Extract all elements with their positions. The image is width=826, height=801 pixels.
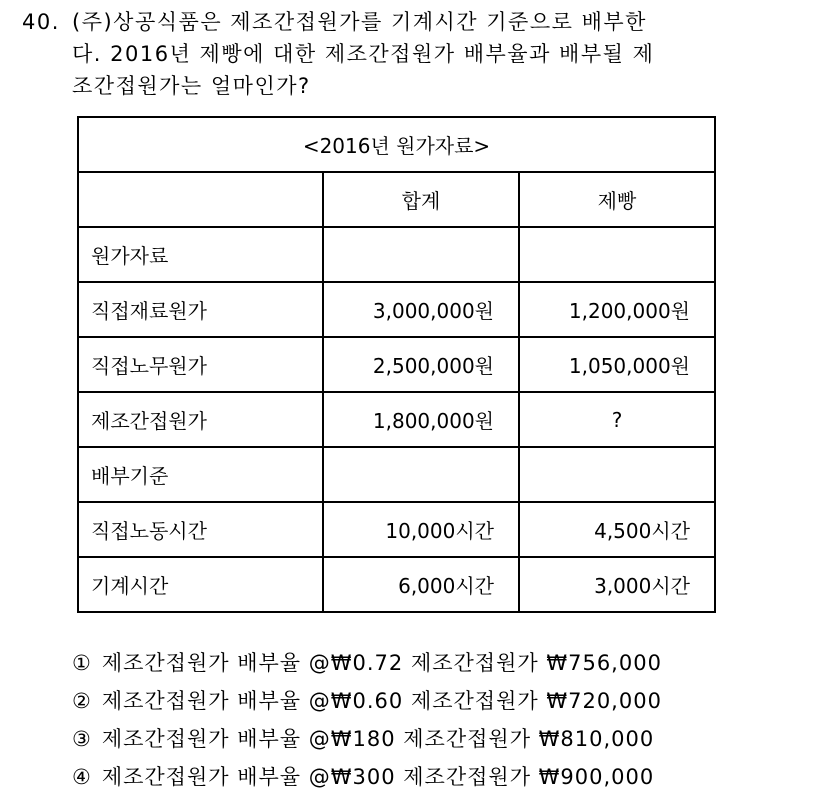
table-row: [78, 447, 715, 502]
cost-data-table: [77, 116, 716, 613]
row-label: 배부기준: [78, 447, 323, 502]
answer-choices: [72, 644, 672, 796]
choice-2[interactable]: [72, 682, 672, 720]
question-text: [22, 6, 822, 102]
table-header-row: [78, 172, 715, 227]
choice-text: 제조간접원가 배부율 @₩180 제조간접원가 ₩810,000: [101, 727, 655, 751]
row-total: 3,000,000원: [323, 282, 519, 337]
choice-marker: ④: [72, 765, 92, 789]
row-label: 직접노무원가: [78, 337, 323, 392]
row-total: 2,500,000원: [323, 337, 519, 392]
row-bread-unknown: ?: [519, 392, 715, 447]
choice-text: 제조간접원가 배부율 @₩0.72 제조간접원가 ₩756,000: [101, 651, 662, 675]
choice-text: 제조간접원가 배부율 @₩0.60 제조간접원가 ₩720,000: [101, 689, 662, 713]
choice-text: 제조간접원가 배부율 @₩300 제조간접원가 ₩900,000: [101, 765, 655, 789]
choice-4[interactable]: [72, 758, 672, 796]
header-total: 합계: [323, 172, 519, 227]
row-bread: 4,500시간: [519, 502, 715, 557]
choice-marker: ③: [72, 727, 92, 751]
choice-3[interactable]: [72, 720, 672, 758]
table-row: [78, 227, 715, 282]
row-total: [323, 227, 519, 282]
table-row: [78, 337, 715, 392]
row-total: 1,800,000원: [323, 392, 519, 447]
table-row: [78, 557, 715, 612]
header-empty: [78, 172, 323, 227]
row-label: 제조간접원가: [78, 392, 323, 447]
choice-marker: ②: [72, 689, 92, 713]
question-number: 40.: [22, 10, 60, 34]
row-label: 직접재료원가: [78, 282, 323, 337]
row-total: 10,000시간: [323, 502, 519, 557]
table-title-row: [78, 117, 715, 172]
row-bread: [519, 227, 715, 282]
row-bread: [519, 447, 715, 502]
table-row: [78, 392, 715, 447]
table-title: <2016년 원가자료>: [78, 117, 715, 172]
choice-marker: ①: [72, 651, 92, 675]
row-label: 원가자료: [78, 227, 323, 282]
row-total: [323, 447, 519, 502]
table-row: [78, 282, 715, 337]
question-line-1: 40. (주)상공식품은 제조간접원가를 기계시간 기준으로 배부한: [22, 6, 822, 38]
row-total: 6,000시간: [323, 557, 519, 612]
row-label: 직접노동시간: [78, 502, 323, 557]
question-line-3: 조간접원가는 얼마인가?: [72, 74, 311, 98]
table-row: [78, 502, 715, 557]
row-bread: 1,200,000원: [519, 282, 715, 337]
row-bread: 3,000시간: [519, 557, 715, 612]
choice-1[interactable]: [72, 644, 672, 682]
row-bread: 1,050,000원: [519, 337, 715, 392]
row-label: 기계시간: [78, 557, 323, 612]
question-line-2: 다. 2016년 제빵에 대한 제조간접원가 배부율과 배부될 제: [72, 42, 655, 66]
header-bread: 제빵: [519, 172, 715, 227]
